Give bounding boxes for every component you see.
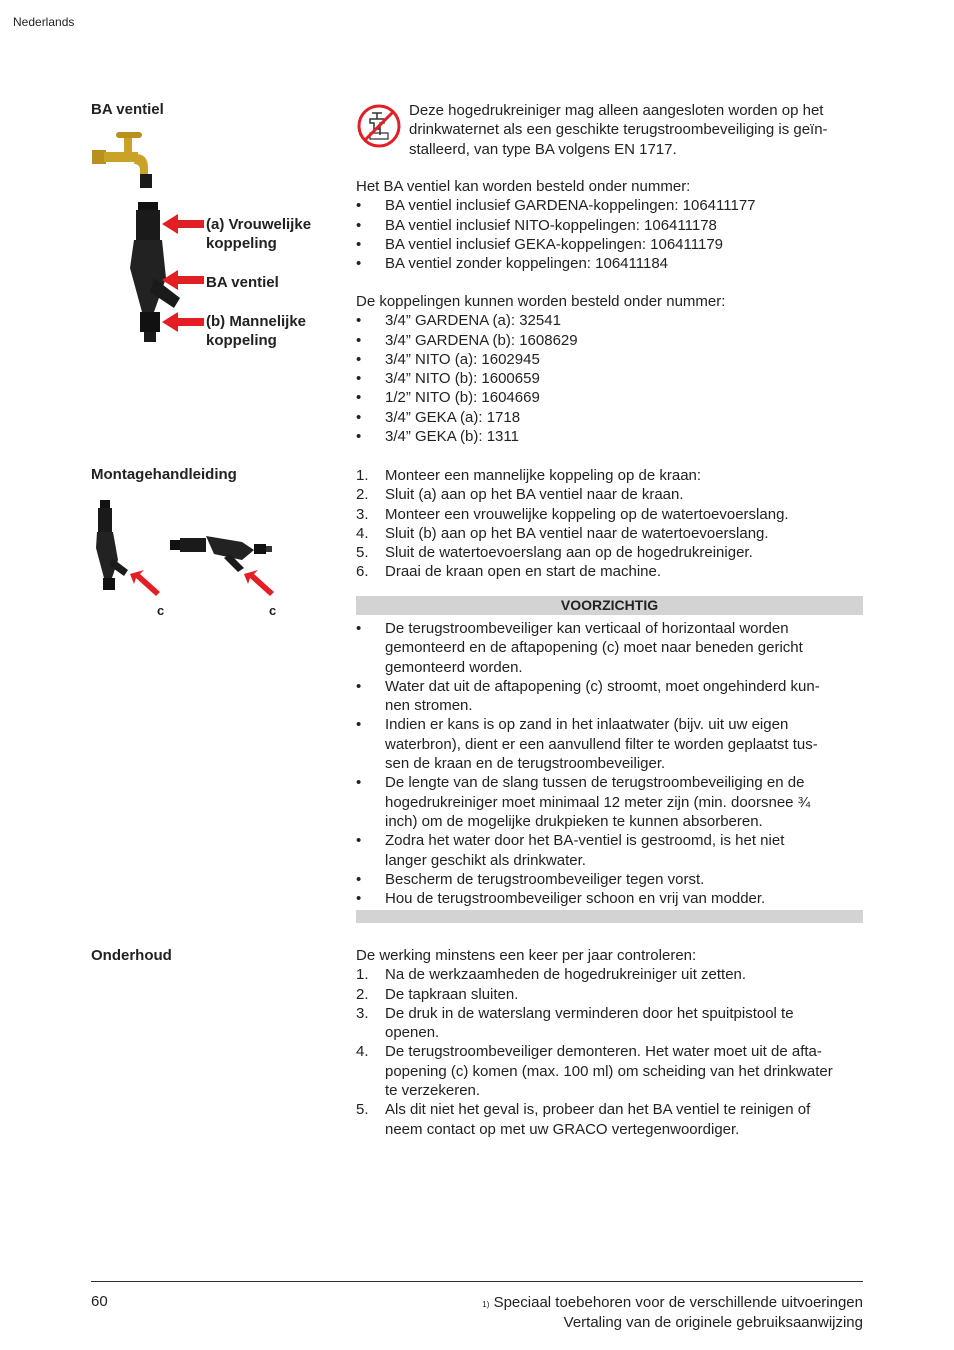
valve-top-coupling (138, 202, 158, 210)
tap-handle (116, 132, 142, 138)
caution-line: hogedrukreiniger moet minimaal 12 meter zijn (min. doorsnee ¾ (385, 793, 811, 811)
list-item (356, 831, 866, 870)
list-item: • BA ventiel inclusief GEKA-koppelingen: 106411179 (356, 235, 866, 254)
step-text: Sluit (a) aan op het BA ventiel naar de kraan. (385, 486, 684, 504)
tap-spout (134, 154, 148, 176)
list-item (356, 773, 866, 831)
list-item (356, 889, 866, 908)
step-number: 6. (356, 563, 369, 581)
label-male-line2: koppeling (206, 332, 277, 350)
step-number: 4. (356, 524, 369, 542)
label-female-line1: (a) Vrouwelijke (206, 216, 312, 233)
step-number: 3. (356, 505, 369, 523)
list-item: • 1/2” NITO (b): 1604669 (356, 388, 866, 407)
caution-line: • De terugstroombeveiliger kan verticaal of horizontaal worden (385, 620, 789, 637)
step-line: popening (c) komen (max. 100 ml) om scheiding van het drinkwater (385, 1062, 833, 1080)
maintenance-intro: De werking minstens een keer per jaar controleren: (356, 947, 697, 964)
step-line: Als dit niet het geval is, probeer dan het BA ventiel te reinigen of (385, 1101, 811, 1119)
caution-line: langer geschikt als drinkwater. (385, 851, 586, 869)
step-number: 2. (356, 985, 369, 1003)
list-item (356, 562, 866, 581)
caution-list (356, 619, 866, 908)
step-text: Monteer een vrouwelijke koppeling op de watertoevoerslang. (385, 505, 789, 523)
arrow-drain-vertical (130, 570, 160, 596)
warning-line: Deze hogedrukreiniger mag alleen aangesloten worden op het (409, 102, 824, 119)
step-text: Sluit (b) aan op het BA ventiel naar de watertoevoerslang. (385, 524, 769, 542)
list-item (356, 715, 866, 773)
step-line: De tapkraan sluiten. (385, 985, 519, 1003)
tap-connector (92, 150, 106, 164)
coupling-intro: De koppelingen kunnen worden besteld onder nummer: (356, 293, 726, 310)
label-female-line2: koppeling (206, 235, 277, 253)
footer-divider (91, 1281, 863, 1282)
mounting-steps (356, 466, 866, 582)
label-female-coupling (206, 215, 311, 254)
list-item (356, 985, 868, 1004)
warning-line: drinkwaternet als een geschikte terugstroombeveiliging is geïn- (409, 121, 828, 139)
step-line: De terugstroombeveiliger demonteren. Het water moet uit de afta- (385, 1043, 822, 1061)
caution-line: • Zodra het water door het BA-ventiel is gestroomd, is het niet (385, 832, 785, 850)
label-male-line1: (b) Mannelijke (206, 313, 307, 330)
step-line: openen. (385, 1024, 440, 1042)
step-text: Draai de kraan open en start de machine. (385, 563, 661, 581)
label-c-vertical: c (157, 603, 165, 618)
translation-note: Vertaling van de originele gebruiksaanwijzing (563, 1314, 863, 1331)
vertical-valve-upper (98, 508, 112, 532)
step-text: Sluit de watertoevoerslang aan op de hogedrukreiniger. (385, 544, 753, 562)
arrow-valve (162, 270, 204, 290)
step-line: neem contact op met uw GRACO vertegenwoordiger. (385, 1120, 740, 1138)
arrow-male-coupling (162, 312, 204, 332)
caution-footer-bar (356, 910, 863, 923)
step-number: 5. (356, 1101, 369, 1119)
language-label: Nederlands (13, 15, 75, 29)
warning-line: stalleerd, van type BA volgens EN 1717. (409, 140, 677, 158)
list-item (356, 1100, 868, 1139)
caution-block (356, 619, 866, 908)
order-intro: Het BA ventiel kan worden besteld onder nummer: (356, 178, 691, 195)
caution-line: nen stromen. (385, 697, 473, 715)
caution-line: sen de kraan en de terugstroombeveiliger. (385, 755, 666, 773)
list-item (356, 505, 866, 524)
valve-body (130, 240, 166, 312)
label-ba-valve: BA ventiel (206, 274, 279, 291)
caution-line: • De lengte van de slang tussen de terugstroombeveiliging en de (385, 774, 805, 792)
list-item: • 3/4” GEKA (a): 1718 (356, 408, 866, 427)
coupling-block (356, 292, 866, 446)
order-block (356, 177, 866, 273)
caution-line: inch) om de mogelijke drukpieken te kunnen absorberen. (385, 812, 763, 830)
step-number: 1. (356, 467, 369, 484)
arrow-female-coupling (162, 214, 204, 234)
vertical-valve-bottom (103, 578, 115, 590)
caution-title: VOORZICHTIG (356, 596, 863, 615)
list-item (356, 466, 866, 485)
tap-coupling (140, 174, 152, 188)
list-item: • 3/4” GARDENA (b): 1608629 (356, 331, 866, 350)
step-number: 5. (356, 544, 369, 562)
list-item: • BA ventiel inclusief GARDENA-koppelingen: 106411177 (356, 196, 866, 215)
list-item: • BA ventiel zonder koppelingen: 106411184 (356, 254, 866, 273)
list-item: • 3/4” GEKA (b): 1311 (356, 427, 866, 446)
step-text: Monteer een mannelijke koppeling op de kraan: (385, 467, 702, 484)
order-list (356, 196, 866, 273)
label-male-coupling (206, 312, 306, 351)
horizontal-valve-tip (266, 546, 272, 552)
caution-line: • Water dat uit de aftapopening (c) stroomt, moet ongehinderd kun- (385, 677, 820, 695)
horizontal-valve-right (254, 544, 266, 554)
list-item (356, 677, 866, 716)
maintenance-block (356, 946, 868, 1139)
vertical-valve-body (96, 532, 118, 578)
step-number: 1. (356, 966, 369, 984)
vertical-valve-top (100, 500, 110, 508)
valve-bottom-coupling (140, 312, 160, 332)
list-item (356, 870, 866, 889)
label-c-horizontal: c (269, 603, 277, 618)
list-item (356, 485, 866, 504)
arrow-drain-horizontal (244, 570, 274, 596)
footnote (482, 1293, 863, 1313)
tap-stem (124, 136, 132, 154)
horizontal-valve-left (170, 540, 180, 550)
step-line: te verzekeren. (385, 1082, 481, 1100)
list-item (356, 543, 866, 562)
list-item (356, 1004, 868, 1043)
footer-notes (482, 1293, 863, 1333)
list-item: • BA ventiel inclusief NITO-koppelingen: 106411178 (356, 216, 866, 235)
caution-line: • Bescherm de terugstroombeveiliger tegen vorst. (385, 870, 705, 888)
no-drinking-water-icon (356, 103, 402, 149)
coupling-list (356, 311, 866, 446)
maintenance-step-list (356, 965, 868, 1139)
footnote-text: Speciaal toebehoren voor de verschillende uitvoeringen (493, 1294, 863, 1311)
list-item (356, 965, 868, 984)
section-heading-montagehandleiding: Montagehandleiding (91, 466, 237, 483)
valve-upper (136, 210, 160, 240)
warning-text (409, 101, 869, 159)
horizontal-valve-upper (180, 538, 206, 552)
list-item: • 3/4” NITO (b): 1600659 (356, 369, 866, 388)
list-item: • 3/4” GARDENA (a): 32541 (356, 311, 866, 330)
tap-body (104, 152, 138, 162)
caution-line: waterbron), dient er een aanvullend filter te worden geplaatst tus- (385, 735, 818, 753)
list-item (356, 524, 866, 543)
list-item (356, 1042, 868, 1100)
caution-line: gemonteerd en de aftapopening (c) moet naar beneden gericht (385, 639, 803, 657)
page-number: 60 (91, 1293, 108, 1310)
mounting-figure (94, 498, 294, 598)
step-number: 4. (356, 1043, 369, 1061)
valve-outlet (144, 332, 156, 342)
caution-line: gemonteerd worden. (385, 658, 523, 676)
section-heading-onderhoud: Onderhoud (91, 947, 172, 964)
list-item: • 3/4” NITO (a): 1602945 (356, 350, 866, 369)
ba-valve-figure (88, 128, 220, 350)
step-number: 2. (356, 486, 369, 504)
step-line: De druk in de waterslang verminderen door het spuitpistool te (385, 1004, 794, 1022)
list-item (356, 619, 866, 677)
step-line: Na de werkzaamheden de hogedrukreiniger uit zetten. (385, 966, 747, 984)
section-heading-ba-ventiel: BA ventiel (91, 101, 164, 118)
caution-line: • Indien er kans is op zand in het inlaatwater (bijv. uit uw eigen (385, 716, 789, 734)
step-number: 3. (356, 1004, 369, 1022)
caution-line: • Hou de terugstroombeveiliger schoon en vrij van modder. (385, 890, 766, 908)
footnote-mark: 1) (482, 1300, 490, 1309)
mounting-step-list (356, 466, 866, 582)
